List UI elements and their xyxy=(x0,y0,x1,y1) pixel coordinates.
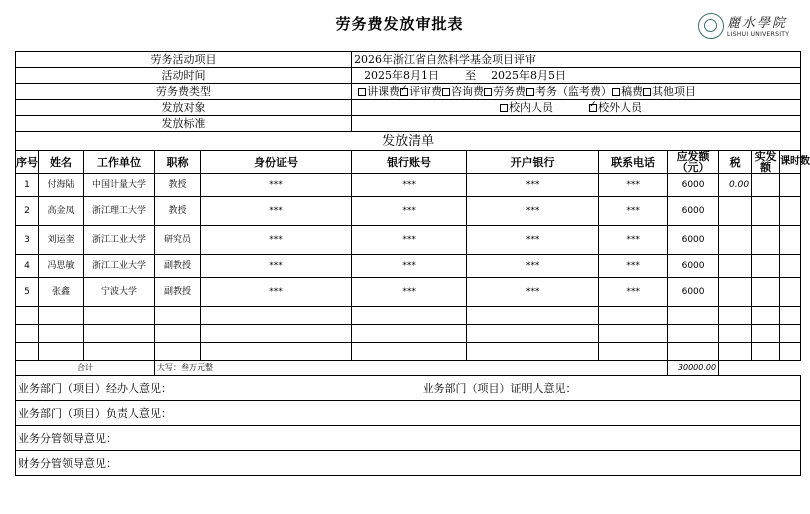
page-title: 劳务费发放审批表 xyxy=(335,15,464,33)
activity-project-value: 2026年浙江省自然科学基金项目评审 xyxy=(352,52,801,68)
fee-type-other[interactable]: 其他项目 xyxy=(643,85,696,98)
cell-bank: *** xyxy=(467,174,599,197)
cell-bank-acct: *** xyxy=(352,174,467,197)
fee-type-consult[interactable]: 咨询费 xyxy=(442,85,484,98)
cell-rank: 副教授 xyxy=(155,278,201,307)
cell-bank-acct: *** xyxy=(352,278,467,307)
table-row xyxy=(16,226,801,255)
empty-row xyxy=(16,343,801,361)
target-options xyxy=(352,100,801,116)
cell-name: 张鑫 xyxy=(39,278,84,307)
cell-actual xyxy=(752,278,780,307)
cell-bank-acct: *** xyxy=(352,255,467,278)
cell-amount: 6000 xyxy=(668,255,719,278)
cell-unit: 宁波大学 xyxy=(84,278,155,307)
total-label: 合计 xyxy=(16,361,155,376)
col-unit: 工作单位 xyxy=(84,151,155,174)
checkbox-icon[interactable] xyxy=(643,88,651,96)
fee-type-exam[interactable]: 考务（监考费） xyxy=(526,85,612,98)
cell-rank: 副教授 xyxy=(155,255,201,278)
cell-bank-acct: *** xyxy=(352,197,467,226)
activity-time-row xyxy=(16,68,801,84)
cell-bank-acct: *** xyxy=(352,226,467,255)
signature-row-finance xyxy=(16,451,801,476)
signature-row-leader xyxy=(16,426,801,451)
total-row xyxy=(16,361,801,376)
checkbox-checked-icon[interactable] xyxy=(589,104,597,112)
cell-name: 冯思敏 xyxy=(39,255,84,278)
cell-tax xyxy=(719,255,752,278)
cell-rank: 研究员 xyxy=(155,226,201,255)
target-internal[interactable]: 校内人员 xyxy=(500,101,553,114)
leader-opinion[interactable]: 业务分管领导意见： xyxy=(16,426,801,451)
cell-tax xyxy=(719,226,752,255)
checkbox-icon[interactable] xyxy=(612,88,620,96)
total-amount: 30000.00 xyxy=(668,361,719,376)
cell-unit: 中国计量大学 xyxy=(84,174,155,197)
fee-type-label: 劳务费类型 xyxy=(16,84,352,100)
empty-row xyxy=(16,307,801,325)
fee-type-row xyxy=(16,84,801,100)
signature-row-handler xyxy=(16,376,801,401)
signature-row-head xyxy=(16,401,801,426)
approval-form-table xyxy=(15,51,810,476)
cell-bank: *** xyxy=(467,255,599,278)
cell-seq: 2 xyxy=(16,197,39,226)
cell-phone: *** xyxy=(599,174,668,197)
activity-time-value xyxy=(352,68,801,84)
cell-name: 高金凤 xyxy=(39,197,84,226)
cell-seq: 3 xyxy=(16,226,39,255)
logo-cn: 麗水學院 xyxy=(727,16,788,31)
activity-project-label: 劳务活动项目 xyxy=(16,52,352,68)
list-header-row xyxy=(16,151,801,174)
cell-tax: 0.00 xyxy=(719,174,752,197)
checkbox-icon[interactable] xyxy=(442,88,450,96)
logo-en: LISHUI UNIVERSITY xyxy=(727,31,790,38)
cell-phone: *** xyxy=(599,278,668,307)
cell-amount: 6000 xyxy=(668,278,719,307)
table-row xyxy=(16,278,801,307)
table-row xyxy=(16,174,801,197)
cell-name: 付海陆 xyxy=(39,174,84,197)
cell-seq: 5 xyxy=(16,278,39,307)
fee-type-options xyxy=(352,84,801,100)
seal-icon xyxy=(698,13,724,39)
handler-opinion[interactable]: 业务部门（项目）经办人意见： xyxy=(16,376,467,401)
col-seq: 序号 xyxy=(16,155,38,169)
activity-start: 2025年8月1日 xyxy=(364,69,440,82)
cell-phone: *** xyxy=(599,197,668,226)
target-row xyxy=(16,100,801,116)
col-amount: 应发额（元） xyxy=(676,150,710,174)
list-title-row xyxy=(16,132,801,151)
col-actual: 实发额 xyxy=(754,150,777,174)
cell-unit: 浙江工业大学 xyxy=(84,255,155,278)
fee-type-manuscript[interactable]: 稿费 xyxy=(612,85,643,98)
col-bank: 开户银行 xyxy=(467,151,599,174)
checkbox-icon[interactable] xyxy=(484,88,492,96)
cell-seq: 1 xyxy=(16,174,39,197)
fee-type-review[interactable]: ✓ 评审费 xyxy=(400,85,442,98)
cell-amount: 6000 xyxy=(668,226,719,255)
fee-type-lecture[interactable]: 讲课费 xyxy=(358,85,400,98)
table-row xyxy=(16,255,801,278)
cell-bank: *** xyxy=(467,197,599,226)
cell-phone: *** xyxy=(599,226,668,255)
col-bank-acct: 银行账号 xyxy=(352,151,467,174)
empty-row xyxy=(16,325,801,343)
standard-label: 发放标准 xyxy=(16,116,352,132)
cell-id: *** xyxy=(201,174,352,197)
cell-hours xyxy=(780,226,801,255)
cell-id: *** xyxy=(201,197,352,226)
col-phone: 联系电话 xyxy=(599,151,668,174)
cell-seq: 4 xyxy=(16,255,39,278)
total-capital: 大写：叁万元整 xyxy=(155,361,668,376)
finance-opinion[interactable]: 财务分管领导意见： xyxy=(16,451,801,476)
cell-unit: 浙江工业大学 xyxy=(84,226,155,255)
cell-amount: 6000 xyxy=(668,197,719,226)
checkbox-icon[interactable] xyxy=(526,88,534,96)
cell-amount: 6000 xyxy=(668,174,719,197)
cell-tax xyxy=(719,278,752,307)
target-label: 发放对象 xyxy=(16,100,352,116)
cell-unit: 浙江理工大学 xyxy=(84,197,155,226)
cell-id: *** xyxy=(201,278,352,307)
cell-id: *** xyxy=(201,226,352,255)
cell-actual xyxy=(752,255,780,278)
cell-tax xyxy=(719,197,752,226)
cell-rank: 教授 xyxy=(155,174,201,197)
checkbox-checked-icon[interactable] xyxy=(400,88,408,96)
standard-row xyxy=(16,116,801,132)
target-external[interactable]: ✓ 校外人员 xyxy=(589,101,642,114)
col-hours: 课时数 xyxy=(780,151,801,174)
cell-bank: *** xyxy=(467,226,599,255)
head-opinion[interactable]: 业务部门（项目）负责人意见： xyxy=(16,401,801,426)
cell-name: 刘运奎 xyxy=(39,226,84,255)
table-row xyxy=(16,197,801,226)
cell-actual xyxy=(752,197,780,226)
activity-to: 至 xyxy=(465,69,477,82)
witness-opinion[interactable]: 业务部门（项目）证明人意见： xyxy=(467,376,801,401)
col-name: 姓名 xyxy=(39,151,84,174)
list-title: 发放清单 xyxy=(16,132,801,151)
cell-bank: *** xyxy=(467,278,599,307)
university-logo xyxy=(697,10,797,46)
cell-hours xyxy=(780,197,801,226)
activity-end: 2025年8月5日 xyxy=(491,69,567,82)
cell-hours xyxy=(780,278,801,307)
cell-phone: *** xyxy=(599,255,668,278)
cell-rank: 教授 xyxy=(155,197,201,226)
cell-hours xyxy=(780,174,801,197)
checkbox-icon[interactable] xyxy=(358,88,366,96)
col-rank: 职称 xyxy=(155,151,201,174)
cell-id: *** xyxy=(201,255,352,278)
col-id: 身份证号 xyxy=(201,151,352,174)
activity-time-label: 活动时间 xyxy=(16,68,352,84)
cell-hours xyxy=(780,255,801,278)
col-tax: 税 xyxy=(719,151,752,174)
checkbox-icon[interactable] xyxy=(500,104,508,112)
cell-actual xyxy=(752,226,780,255)
standard-value[interactable] xyxy=(352,116,801,132)
activity-project-row xyxy=(16,52,801,68)
fee-type-labor[interactable]: 劳务费 xyxy=(484,85,526,98)
cell-actual xyxy=(752,174,780,197)
